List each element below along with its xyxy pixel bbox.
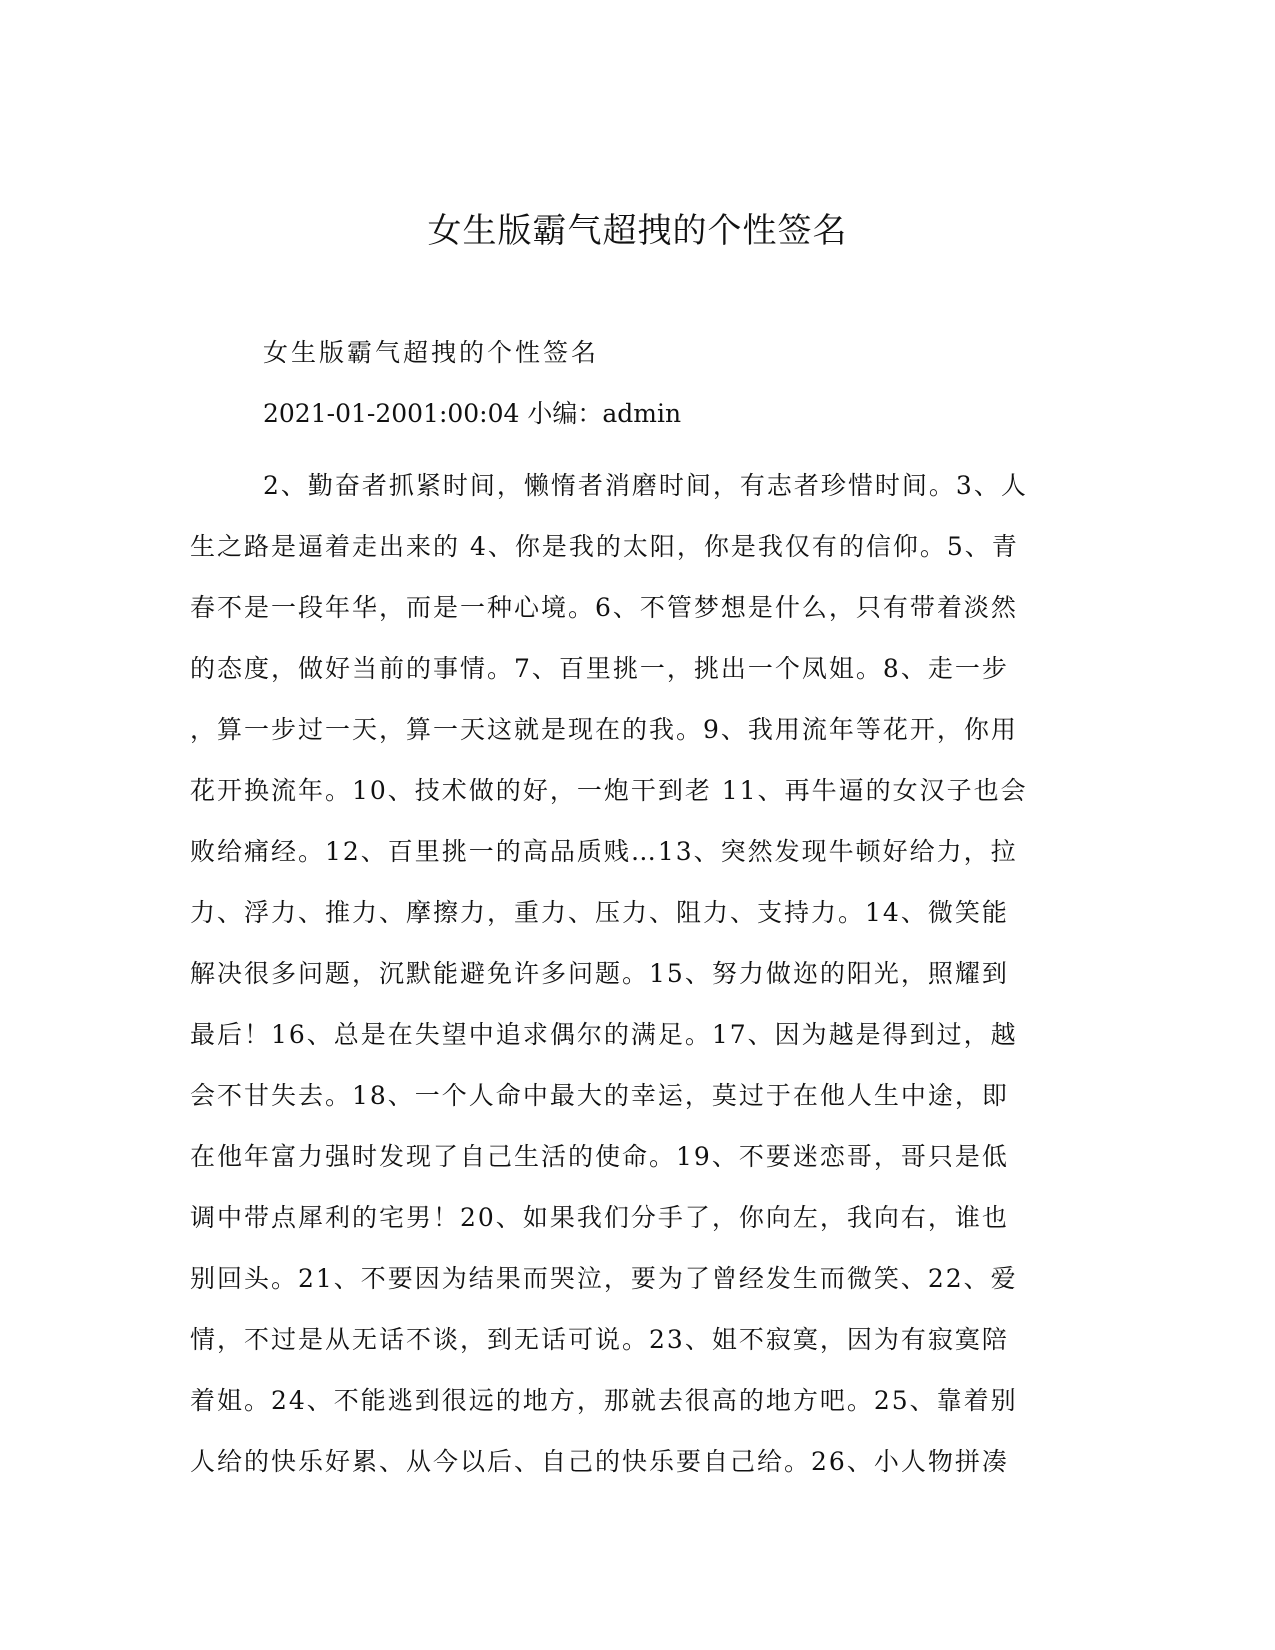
body-line: 在他年富力强时发现了自己生活的使命。19、不要迷恋哥，哥只是低 — [190, 1142, 1009, 1171]
body-line: 别回头。21、不要因为结果而哭泣，要为了曾经发生而微笑、22、爱 — [190, 1264, 1018, 1293]
article-meta: 2021-01-2001:00:04 小编：admin — [263, 399, 682, 428]
body-line: 败给痛经。12、百里挑一的高品质贱…13、突然发现牛顿好给力，拉 — [190, 837, 1018, 866]
body-line: 调中带点犀利的宅男！20、如果我们分手了，你向左，我向右，谁也 — [190, 1203, 1009, 1232]
body-line: 会不甘失去。18、一个人命中最大的幸运，莫过于在他人生中途，即 — [190, 1081, 1009, 1110]
body-line: 情，不过是从无话不谈，到无话可说。23、姐不寂寞，因为有寂寞陪 — [190, 1325, 1009, 1354]
article-heading: 女生版霸气超拽的个性签名 — [263, 338, 600, 367]
body-line: 人给的快乐好累、从今以后、自己的快乐要自己给。26、小人物拼凑 — [190, 1447, 1009, 1476]
body-line: 解决很多问题，沉默能避免许多问题。15、努力做迩的阳光，照耀到 — [190, 959, 1009, 988]
body-line: 春不是一段年华，而是一种心境。6、不管梦想是什么，只有带着淡然 — [190, 593, 1018, 622]
body-line: 花开换流年。10、技术做的好，一炮干到老 11、再牛逼的女汉子也会 — [190, 776, 1028, 805]
body-line: 着姐。24、不能逃到很远的地方，那就去很高的地方吧。25、靠着别 — [190, 1386, 1018, 1415]
body-line: 最后！16、总是在失望中追求偶尔的满足。17、因为越是得到过，越 — [190, 1020, 1018, 1049]
body-line: 生之路是逼着走出来的 4、你是我的太阳，你是我仅有的信仰。5、青 — [190, 532, 1019, 561]
body-line: ，算一步过一天，算一天这就是现在的我。9、我用流年等花开，你用 — [190, 715, 1018, 744]
document-title: 女生版霸气超拽的个性签名 — [427, 211, 848, 251]
body-line: 力、浮力、推力、摩擦力，重力、压力、阻力、支持力。14、微笑能 — [190, 898, 1009, 927]
article-body — [190, 455, 1070, 1492]
body-line: 的态度，做好当前的事情。7、百里挑一，挑出一个凤姐。8、走一步 — [190, 654, 1009, 683]
body-line: 2、勤奋者抓紧时间，懒惰者消磨时间，有志者珍惜时间。3、人 — [263, 471, 1028, 500]
